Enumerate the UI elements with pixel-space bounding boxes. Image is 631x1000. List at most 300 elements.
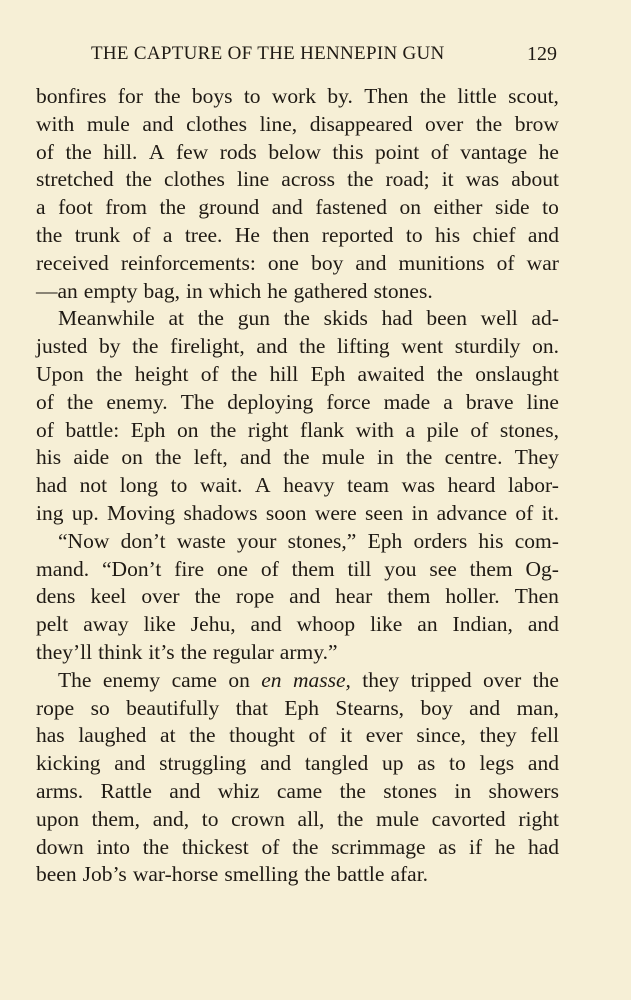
word: little bbox=[457, 84, 497, 108]
word: so bbox=[90, 695, 110, 720]
word: had bbox=[36, 473, 68, 498]
word: by. bbox=[327, 84, 353, 108]
word: your bbox=[237, 528, 277, 553]
word: the bbox=[532, 667, 559, 692]
word: disappeared bbox=[309, 111, 413, 136]
word: the bbox=[304, 862, 331, 887]
word: the bbox=[125, 167, 152, 192]
text-line bbox=[36, 277, 559, 305]
word: Indian, bbox=[452, 612, 513, 637]
word: clothes bbox=[186, 111, 247, 136]
word: below bbox=[268, 139, 321, 164]
word: the bbox=[283, 306, 310, 331]
word: up. bbox=[71, 501, 99, 525]
text-line bbox=[36, 805, 559, 833]
word: scout, bbox=[508, 84, 559, 108]
word: the bbox=[132, 334, 159, 359]
text-line bbox=[36, 721, 559, 749]
word: in bbox=[454, 779, 472, 803]
word: in bbox=[185, 278, 203, 303]
word: hill. bbox=[103, 139, 138, 164]
word: thickest bbox=[181, 834, 249, 859]
word: mand. bbox=[36, 556, 90, 581]
word: of bbox=[36, 139, 54, 164]
word: you bbox=[384, 556, 417, 581]
word: and bbox=[355, 250, 387, 275]
word: A bbox=[255, 473, 271, 498]
word: Job’s bbox=[82, 862, 127, 887]
word: deploying bbox=[227, 389, 314, 414]
word: and, bbox=[152, 806, 190, 831]
word: side bbox=[494, 195, 530, 220]
word: about bbox=[511, 167, 559, 192]
word: and bbox=[289, 584, 321, 609]
word: of bbox=[496, 250, 515, 275]
word: road; bbox=[385, 167, 430, 192]
word: chief bbox=[472, 223, 516, 247]
word: advance bbox=[436, 501, 508, 525]
word: and bbox=[114, 751, 146, 776]
text-line bbox=[36, 638, 559, 666]
word: the bbox=[159, 195, 186, 220]
word: made bbox=[383, 389, 431, 414]
word: battle: bbox=[65, 417, 120, 442]
word: beautifully bbox=[126, 695, 220, 720]
word: brave bbox=[465, 389, 514, 414]
word: work bbox=[271, 84, 317, 108]
word: at bbox=[160, 723, 176, 748]
word: his bbox=[435, 223, 461, 247]
word: dens bbox=[36, 584, 76, 609]
word: and bbox=[271, 195, 303, 220]
text-line bbox=[36, 221, 559, 249]
word: The bbox=[58, 667, 92, 692]
word: The bbox=[180, 389, 215, 414]
word: scrimmage bbox=[331, 834, 426, 859]
word: stones. bbox=[373, 278, 433, 303]
word: stones, bbox=[499, 417, 559, 442]
word: he bbox=[538, 139, 559, 164]
word: ground bbox=[198, 195, 260, 220]
text-line bbox=[36, 332, 559, 360]
text-line bbox=[36, 82, 559, 110]
word: a bbox=[405, 417, 416, 442]
word: and bbox=[142, 111, 174, 136]
word: to bbox=[201, 806, 219, 831]
word: tripped bbox=[410, 667, 472, 692]
word: had bbox=[527, 834, 559, 859]
word: Rattle bbox=[100, 779, 152, 803]
text-line bbox=[36, 416, 559, 444]
word: line, bbox=[259, 111, 298, 136]
word: don’t bbox=[120, 528, 166, 553]
word: gathered bbox=[293, 278, 368, 303]
word: war bbox=[526, 250, 559, 275]
word: whoop bbox=[296, 612, 356, 637]
word: been bbox=[426, 306, 467, 331]
word: crown bbox=[231, 806, 285, 831]
word: seen bbox=[364, 501, 404, 525]
word: one bbox=[216, 556, 248, 581]
word: pelt bbox=[36, 612, 69, 637]
word: it’s bbox=[148, 640, 175, 664]
word: boy bbox=[311, 250, 344, 275]
word: of bbox=[308, 723, 327, 748]
word: a bbox=[36, 195, 46, 220]
word: Eph bbox=[130, 417, 166, 442]
word: hill bbox=[269, 362, 299, 386]
text-line bbox=[36, 555, 559, 583]
word: gun bbox=[237, 306, 270, 331]
word: they’ll bbox=[36, 640, 93, 664]
word: tangled bbox=[304, 751, 369, 776]
word: of bbox=[260, 556, 279, 581]
word: A bbox=[148, 139, 165, 164]
word: empty bbox=[83, 278, 138, 303]
word: ever bbox=[365, 723, 403, 748]
word: been bbox=[36, 862, 77, 887]
word: afar. bbox=[390, 862, 429, 887]
word: he bbox=[494, 834, 516, 859]
word: point bbox=[375, 139, 420, 164]
word: on. bbox=[532, 334, 559, 359]
word: and bbox=[469, 695, 501, 720]
word: the bbox=[230, 362, 258, 386]
word: they bbox=[479, 723, 517, 748]
word: as bbox=[438, 834, 457, 859]
word: long bbox=[119, 473, 159, 498]
word: laughed bbox=[78, 723, 147, 748]
word: the bbox=[96, 362, 123, 386]
word: see bbox=[429, 556, 457, 581]
word: his bbox=[478, 528, 504, 553]
word: the bbox=[299, 334, 326, 359]
word: and bbox=[527, 751, 559, 776]
word: of bbox=[36, 389, 54, 414]
word: left, bbox=[193, 445, 228, 470]
word: them, bbox=[91, 806, 141, 831]
word: the bbox=[283, 445, 310, 470]
word: like bbox=[370, 612, 403, 637]
word: the bbox=[180, 640, 207, 664]
word: mule bbox=[86, 111, 130, 136]
word: his bbox=[36, 445, 62, 470]
word: boy bbox=[420, 695, 453, 720]
word: from bbox=[105, 195, 148, 220]
word: well bbox=[480, 306, 518, 331]
word: till bbox=[347, 556, 372, 581]
word: labor- bbox=[508, 473, 559, 498]
word: an bbox=[417, 612, 438, 637]
word: and bbox=[527, 612, 559, 637]
word: for bbox=[117, 84, 143, 108]
word: it bbox=[340, 723, 353, 748]
word: at bbox=[168, 306, 184, 331]
word: the bbox=[406, 445, 433, 470]
word: the bbox=[209, 417, 237, 442]
word: mule bbox=[376, 806, 420, 831]
italic-word: masse, bbox=[292, 667, 351, 692]
word: height bbox=[134, 362, 189, 386]
word: boys bbox=[191, 84, 233, 108]
word: reported bbox=[321, 223, 394, 247]
word: firelight, bbox=[170, 334, 245, 359]
word: Then bbox=[364, 84, 409, 108]
word: bag, bbox=[143, 278, 180, 303]
word: the bbox=[337, 806, 364, 831]
word: sturdily bbox=[454, 334, 521, 359]
word: fell bbox=[530, 723, 559, 748]
text-line bbox=[36, 610, 559, 638]
word: all, bbox=[297, 806, 325, 831]
word: it bbox=[441, 167, 454, 192]
word: across bbox=[281, 167, 336, 192]
text-line bbox=[58, 666, 559, 694]
word: stones bbox=[383, 779, 438, 803]
word: rope bbox=[235, 584, 275, 609]
word: They bbox=[514, 445, 559, 470]
word: Og- bbox=[525, 556, 559, 581]
word: were bbox=[314, 501, 357, 525]
word: he bbox=[267, 278, 288, 303]
word: tree. bbox=[184, 223, 223, 247]
word: into bbox=[96, 834, 130, 859]
text-line bbox=[36, 694, 559, 722]
word: in bbox=[377, 445, 394, 470]
word: Then bbox=[514, 584, 559, 609]
word: to bbox=[542, 195, 559, 220]
word: over bbox=[483, 667, 522, 692]
word: foot bbox=[58, 195, 93, 220]
word: and bbox=[169, 779, 201, 803]
word: Moving bbox=[107, 501, 176, 525]
word: kicking bbox=[36, 751, 101, 776]
word: few bbox=[175, 139, 209, 164]
word: flank bbox=[299, 417, 345, 442]
word: hear bbox=[335, 584, 373, 609]
word: of bbox=[200, 362, 219, 386]
word: vantage bbox=[460, 139, 528, 164]
word: it. bbox=[541, 501, 559, 525]
word: them bbox=[291, 556, 335, 581]
word: Eph bbox=[310, 362, 346, 386]
word: away bbox=[83, 612, 129, 637]
word: since, bbox=[416, 723, 466, 748]
word: the bbox=[67, 389, 94, 414]
word: enemy. bbox=[106, 389, 168, 414]
word: awaited bbox=[357, 362, 425, 386]
word: was bbox=[401, 473, 436, 498]
word: ing bbox=[36, 501, 64, 525]
word: that bbox=[235, 695, 268, 720]
word: —an bbox=[36, 278, 78, 303]
word: to bbox=[170, 473, 188, 498]
word: struggling bbox=[159, 751, 247, 776]
word: with bbox=[36, 111, 75, 136]
word: the bbox=[292, 834, 319, 859]
word: whiz bbox=[217, 779, 260, 803]
word: holler. bbox=[445, 584, 500, 609]
text-line bbox=[36, 165, 559, 193]
word: either bbox=[433, 195, 483, 220]
text-line bbox=[36, 582, 559, 610]
word: the bbox=[347, 167, 374, 192]
running-head-title: THE CAPTURE OF THE HENNEPIN GUN bbox=[91, 43, 445, 64]
word: heavy bbox=[283, 473, 335, 498]
word: shadows bbox=[183, 501, 258, 525]
word: of bbox=[470, 417, 489, 442]
word: fastened bbox=[315, 195, 387, 220]
word: which bbox=[208, 278, 262, 303]
word: “Now bbox=[58, 528, 110, 553]
word: justed bbox=[36, 334, 88, 359]
word: line bbox=[526, 389, 559, 414]
word: on bbox=[228, 667, 250, 692]
word: has bbox=[36, 723, 65, 748]
word: rods bbox=[219, 139, 257, 164]
word: up bbox=[382, 751, 404, 776]
word: rope bbox=[36, 695, 75, 720]
word: Upon bbox=[36, 362, 84, 386]
word: wait. bbox=[200, 473, 243, 498]
word: received bbox=[36, 250, 109, 275]
word: orders bbox=[413, 528, 468, 553]
word: this bbox=[332, 139, 364, 164]
word: mule bbox=[321, 445, 365, 470]
word: one bbox=[267, 250, 299, 275]
word: them bbox=[387, 584, 431, 609]
word: to bbox=[405, 223, 423, 247]
word: of bbox=[515, 501, 534, 525]
word: He bbox=[234, 223, 260, 247]
text-line bbox=[36, 249, 559, 277]
word: of bbox=[36, 417, 54, 442]
text-line bbox=[58, 304, 559, 332]
running-head bbox=[91, 40, 557, 68]
word: upon bbox=[36, 806, 79, 831]
word: the bbox=[419, 84, 447, 108]
word: skids bbox=[323, 306, 368, 331]
word: and bbox=[239, 445, 272, 470]
word: on bbox=[399, 195, 421, 220]
word: Eph bbox=[367, 528, 403, 553]
word: like bbox=[143, 612, 176, 637]
italic-word: en bbox=[261, 667, 282, 692]
word: and bbox=[260, 751, 292, 776]
text-line bbox=[36, 499, 559, 527]
word: the bbox=[194, 584, 221, 609]
word: them bbox=[469, 556, 513, 581]
word: pile bbox=[426, 417, 459, 442]
word: army.” bbox=[279, 640, 338, 664]
word: was bbox=[465, 167, 500, 192]
word: right bbox=[247, 417, 289, 442]
text-line bbox=[36, 360, 559, 388]
text-line bbox=[36, 138, 559, 166]
word: battle bbox=[336, 862, 385, 887]
word: the bbox=[154, 84, 181, 108]
word: the bbox=[197, 306, 224, 331]
word: clothes bbox=[164, 167, 225, 192]
word: fire bbox=[174, 556, 205, 581]
word: if bbox=[468, 834, 483, 859]
word: Eph bbox=[284, 695, 319, 720]
word: munitions bbox=[398, 250, 485, 275]
word: the bbox=[436, 362, 463, 386]
word: to bbox=[448, 751, 466, 776]
word: of bbox=[430, 139, 449, 164]
word: onslaught bbox=[475, 362, 559, 386]
word: smelling bbox=[224, 862, 299, 887]
word: regular bbox=[212, 640, 274, 664]
word: line bbox=[236, 167, 270, 192]
word: and bbox=[527, 223, 559, 247]
word: the bbox=[189, 723, 216, 748]
word: stretched bbox=[36, 167, 114, 192]
word: waste bbox=[176, 528, 226, 553]
word: by bbox=[99, 334, 121, 359]
word: they bbox=[362, 667, 400, 692]
word: com- bbox=[514, 528, 559, 553]
word: of bbox=[261, 834, 280, 859]
word: the bbox=[155, 445, 182, 470]
word: of bbox=[132, 223, 151, 247]
word: stones,” bbox=[287, 528, 357, 553]
word: on bbox=[121, 445, 143, 470]
word: bonfires bbox=[36, 84, 107, 108]
word: right bbox=[518, 806, 559, 831]
word: showers bbox=[488, 779, 559, 803]
text-line bbox=[36, 777, 559, 805]
word: came bbox=[171, 667, 217, 692]
word: the bbox=[142, 834, 170, 859]
word: man, bbox=[516, 695, 559, 720]
word: over bbox=[141, 584, 180, 609]
text-line bbox=[36, 833, 559, 861]
text-line bbox=[36, 749, 559, 777]
word: trunk bbox=[74, 223, 121, 247]
word: the bbox=[339, 779, 366, 803]
word: in bbox=[411, 501, 429, 525]
word: Stearns, bbox=[335, 695, 405, 720]
word: the bbox=[36, 223, 63, 247]
word: heard bbox=[447, 473, 496, 498]
word: down bbox=[36, 834, 84, 859]
word: then bbox=[272, 223, 310, 247]
text-line bbox=[36, 443, 559, 471]
word: over bbox=[425, 111, 464, 136]
word: reinforcements: bbox=[120, 250, 256, 275]
word: soon bbox=[265, 501, 307, 525]
word: Meanwhile bbox=[58, 306, 155, 331]
word: war-horse bbox=[132, 862, 219, 887]
word: cavorted bbox=[431, 806, 506, 831]
word: brow bbox=[514, 111, 559, 136]
word: centre. bbox=[444, 445, 503, 470]
word: came bbox=[276, 779, 323, 803]
word: the bbox=[65, 139, 92, 164]
word: keel bbox=[90, 584, 127, 609]
word: with bbox=[355, 417, 394, 442]
word: a bbox=[443, 389, 453, 414]
word: and bbox=[256, 334, 288, 359]
word: arms. bbox=[36, 779, 84, 803]
word: and bbox=[250, 612, 282, 637]
word: enemy bbox=[102, 667, 161, 692]
word: ad- bbox=[531, 306, 559, 331]
word: to bbox=[243, 84, 261, 108]
text-line bbox=[36, 110, 559, 138]
